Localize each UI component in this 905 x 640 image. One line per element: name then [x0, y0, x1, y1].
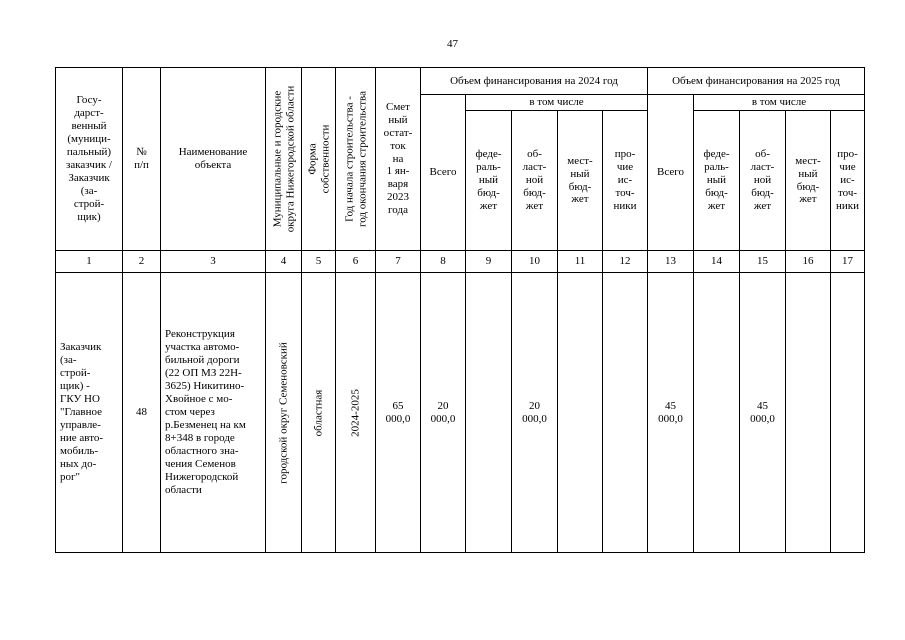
header-local-2024: мест- ный бюд- жет	[558, 111, 603, 251]
column-number: 12	[603, 251, 648, 273]
cell-federal-2025	[694, 273, 740, 553]
cell-customer: Заказчик (за- строй- щик) - ГКУ НО "Главное управле- ние авто- мобиль- ных до- рог"	[56, 273, 123, 553]
cell-district: городской округ Семеновский	[266, 273, 302, 553]
column-number: 16	[786, 251, 831, 273]
financing-table	[55, 67, 865, 553]
cell-other-2024	[603, 273, 648, 553]
page-number: 47	[447, 38, 458, 50]
header-including-2025: в том числе	[694, 95, 865, 111]
column-number: 4	[266, 251, 302, 273]
header-financing-2024: Объем финансирования на 2024 год	[421, 68, 648, 95]
cell-total-2025: 45 000,0	[648, 273, 694, 553]
column-number: 6	[336, 251, 376, 273]
cell-local-2025	[786, 273, 831, 553]
header-number: № п/п	[123, 68, 161, 251]
cell-years: 2024-2025	[336, 273, 376, 553]
header-customer: Госу- дарст- венный (муници- пальный) заказчик / Заказчик (за- строй- щик)	[56, 68, 123, 251]
header-regional-2025: об- ласт- ной бюд- жет	[740, 111, 786, 251]
cell-estimate: 65 000,0	[376, 273, 421, 553]
header-including-2024: в том числе	[466, 95, 648, 111]
column-number: 14	[694, 251, 740, 273]
header-local-2025: мест- ный бюд- жет	[786, 111, 831, 251]
cell-other-2025	[831, 273, 865, 553]
header-other-2025: про- чие ис- точ- ники	[831, 111, 865, 251]
header-federal-2025: феде- раль- ный бюд- жет	[694, 111, 740, 251]
cell-number: 48	[123, 273, 161, 553]
header-other-2024: про- чие ис- точ- ники	[603, 111, 648, 251]
column-number: 8	[421, 251, 466, 273]
column-number: 13	[648, 251, 694, 273]
column-number: 11	[558, 251, 603, 273]
header-federal-2024: феде- раль- ный бюд- жет	[466, 111, 512, 251]
column-number: 7	[376, 251, 421, 273]
column-numbers-row	[56, 251, 865, 273]
header-district: Муниципальные и городские округа Нижегородской области	[266, 68, 302, 251]
cell-regional-2024: 20 000,0	[512, 273, 558, 553]
header-years: Год начала строительства - год окончания строительства	[336, 68, 376, 251]
cell-local-2024	[558, 273, 603, 553]
cell-total-2024: 20 000,0	[421, 273, 466, 553]
header-total-2025: Всего	[648, 95, 694, 251]
header-total-2024: Всего	[421, 95, 466, 251]
cell-federal-2024	[466, 273, 512, 553]
column-number: 3	[161, 251, 266, 273]
column-number: 10	[512, 251, 558, 273]
header-estimate: Смет ный остат- ток на 1 ян- варя 2023 года	[376, 68, 421, 251]
column-number: 2	[123, 251, 161, 273]
header-object-name: Наименование объекта	[161, 68, 266, 251]
column-number: 5	[302, 251, 336, 273]
header-ownership: Форма собственности	[302, 68, 336, 251]
table-row	[56, 273, 865, 553]
cell-object-name: Реконструкция участка автомо- бильной дороги (22 ОП МЗ 22Н- 3625) Никитино- Хвойное с мо- стом через р.Безменец на км 8+348 в городе областного зна- чения Семенов Нижегородской области	[161, 273, 266, 553]
column-number: 1	[56, 251, 123, 273]
header-financing-2025: Объем финансирования на 2025 год	[648, 68, 865, 95]
column-number: 17	[831, 251, 865, 273]
cell-ownership: областная	[302, 273, 336, 553]
column-number: 15	[740, 251, 786, 273]
header-regional-2024: об- ласт- ной бюд- жет	[512, 111, 558, 251]
cell-regional-2025: 45 000,0	[740, 273, 786, 553]
column-number: 9	[466, 251, 512, 273]
